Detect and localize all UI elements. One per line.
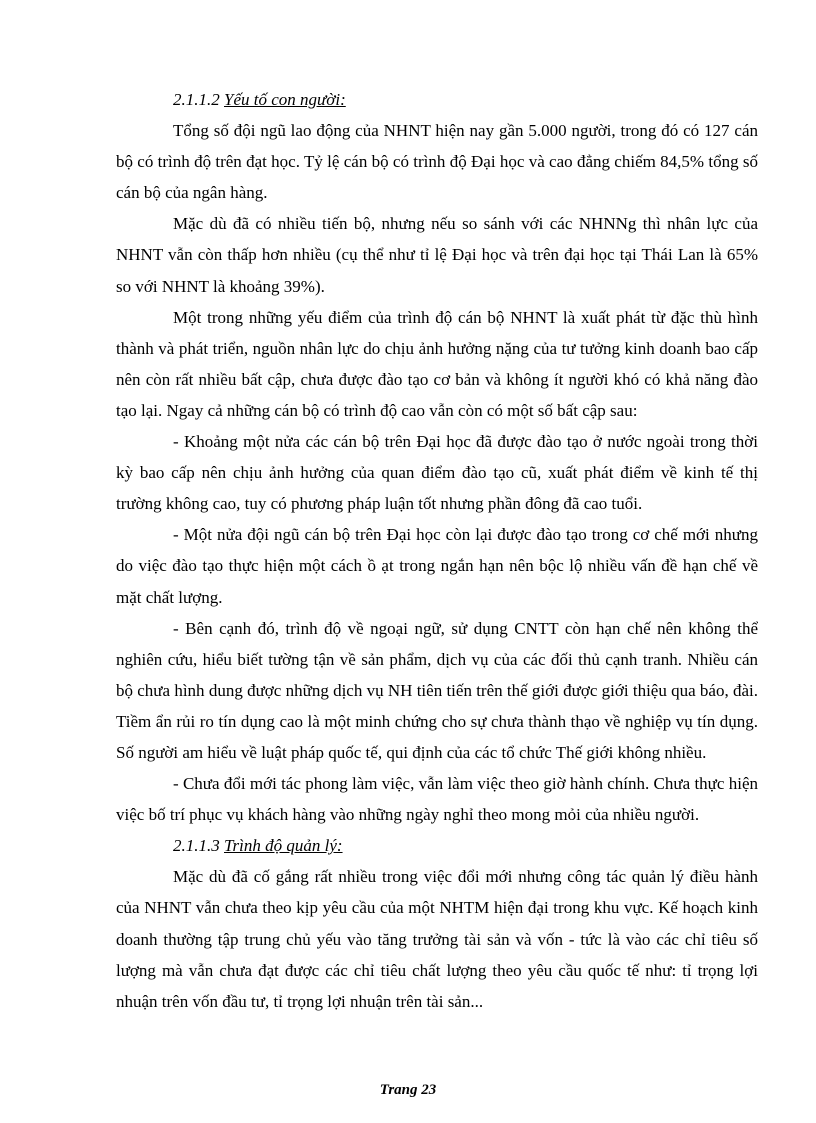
section-title: Yếu tố con người: xyxy=(224,90,346,109)
section-heading-management xyxy=(116,830,758,861)
section-heading-human-factor xyxy=(116,84,758,115)
bullet-paragraph: - Chưa đổi mới tác phong làm việc, vẫn làm việc theo giờ hành chính. Chưa thực hiện việc bố trí phục vụ khách hàng vào những ngày nghỉ theo mong mỏi của nhiều người. xyxy=(116,774,758,825)
section-title: Trình độ quản lý: xyxy=(224,836,343,856)
paragraph: Mặc dù đã có nhiều tiến bộ, nhưng nếu so sánh với các NHNNg thì nhân lực của NHNT vẫn còn thấp hơn nhiều (cụ thể như tỉ lệ Đại học và trên đại học tại Thái Lan là 65% so với NHNT là khoảng 39%). xyxy=(116,214,758,296)
bullet-paragraph: - Khoảng một nửa các cán bộ trên Đại học đã được đào tạo ở nước ngoài trong thời kỳ bao cấp nên chịu ảnh hưởng của quan điểm đào tạo cũ, xuất phát điểm về kinh tế thị trường không cao, tuy có phương pháp luận tốt nhưng phần đông đã cao tuổi. xyxy=(116,432,758,514)
page-body xyxy=(116,84,758,1017)
section-number: 2.1.1.3 xyxy=(173,836,220,856)
bullet-paragraph: - Một nửa đội ngũ cán bộ trên Đại học còn lại được đào tạo trong cơ chế mới nhưng do việc đào tạo thực hiện một cách ồ ạt trong ngắn hạn nên bộc lộ nhiều vấn đề hạn chế về mặt chất lượng. xyxy=(116,525,758,607)
paragraph: Một trong những yếu điểm của trình độ cán bộ NHNT là xuất phát từ đặc thù hình thành và phát triển, nguồn nhân lực do chịu ảnh hưởng nặng của tư tưởng kinh doanh bao cấp nên còn rất nhiều bất cập, chưa được đào tạo cơ bản và không ít người khó có khả năng đào tạo lại. Ngay cả những cán bộ có trình độ cao vẫn còn có một số bất cập sau: xyxy=(116,307,758,420)
paragraph: Tổng số đội ngũ lao động của NHNT hiện nay gần 5.000 người, trong đó có 127 cán bộ có trình độ trên đạt học. Tỷ lệ cán bộ có trình độ Đại học và cao đẳng chiếm 84,5% tổng số cán bộ của ngân hàng. xyxy=(116,121,758,203)
page-number-footer: Trang 23 xyxy=(379,1082,437,1098)
section-number: 2.1.1.2 xyxy=(173,90,220,109)
bullet-paragraph: - Bên cạnh đó, trình độ về ngoại ngữ, sử dụng CNTT còn hạn chế nên không thể nghiên cứu, hiểu biết tường tận về sản phẩm, dịch vụ của các đối thủ cạnh tranh. Nhiều cán bộ chưa hình dung được những dịch vụ NH tiên tiến trên thế giới được giới thiệu qua báo, đài. Tiềm ẩn rủi ro tín dụng cao là một minh chứng cho sự chưa thành thạo về nghiệp vụ tín dụng. Số người am hiểu về luật pháp quốc tế, qui định của các tổ chức Thế giới không nhiều. xyxy=(116,618,758,762)
paragraph: Mặc dù đã cố gắng rất nhiều trong việc đổi mới nhưng công tác quản lý điều hành của NHNT vẫn chưa theo kịp yêu cầu của một NHTM hiện đại trong khu vực. Kế hoạch kinh doanh thường tập trung chủ yếu vào tăng trưởng tài sản và vốn - tức là vào các chỉ tiêu số lượng mà vẫn chưa đạt được các chỉ tiêu chất lượng theo yêu cầu quốc tế như: tỉ trọng lợi nhuận trên vốn đầu tư, tỉ trọng lợi nhuận trên tài sản... xyxy=(116,867,758,1011)
